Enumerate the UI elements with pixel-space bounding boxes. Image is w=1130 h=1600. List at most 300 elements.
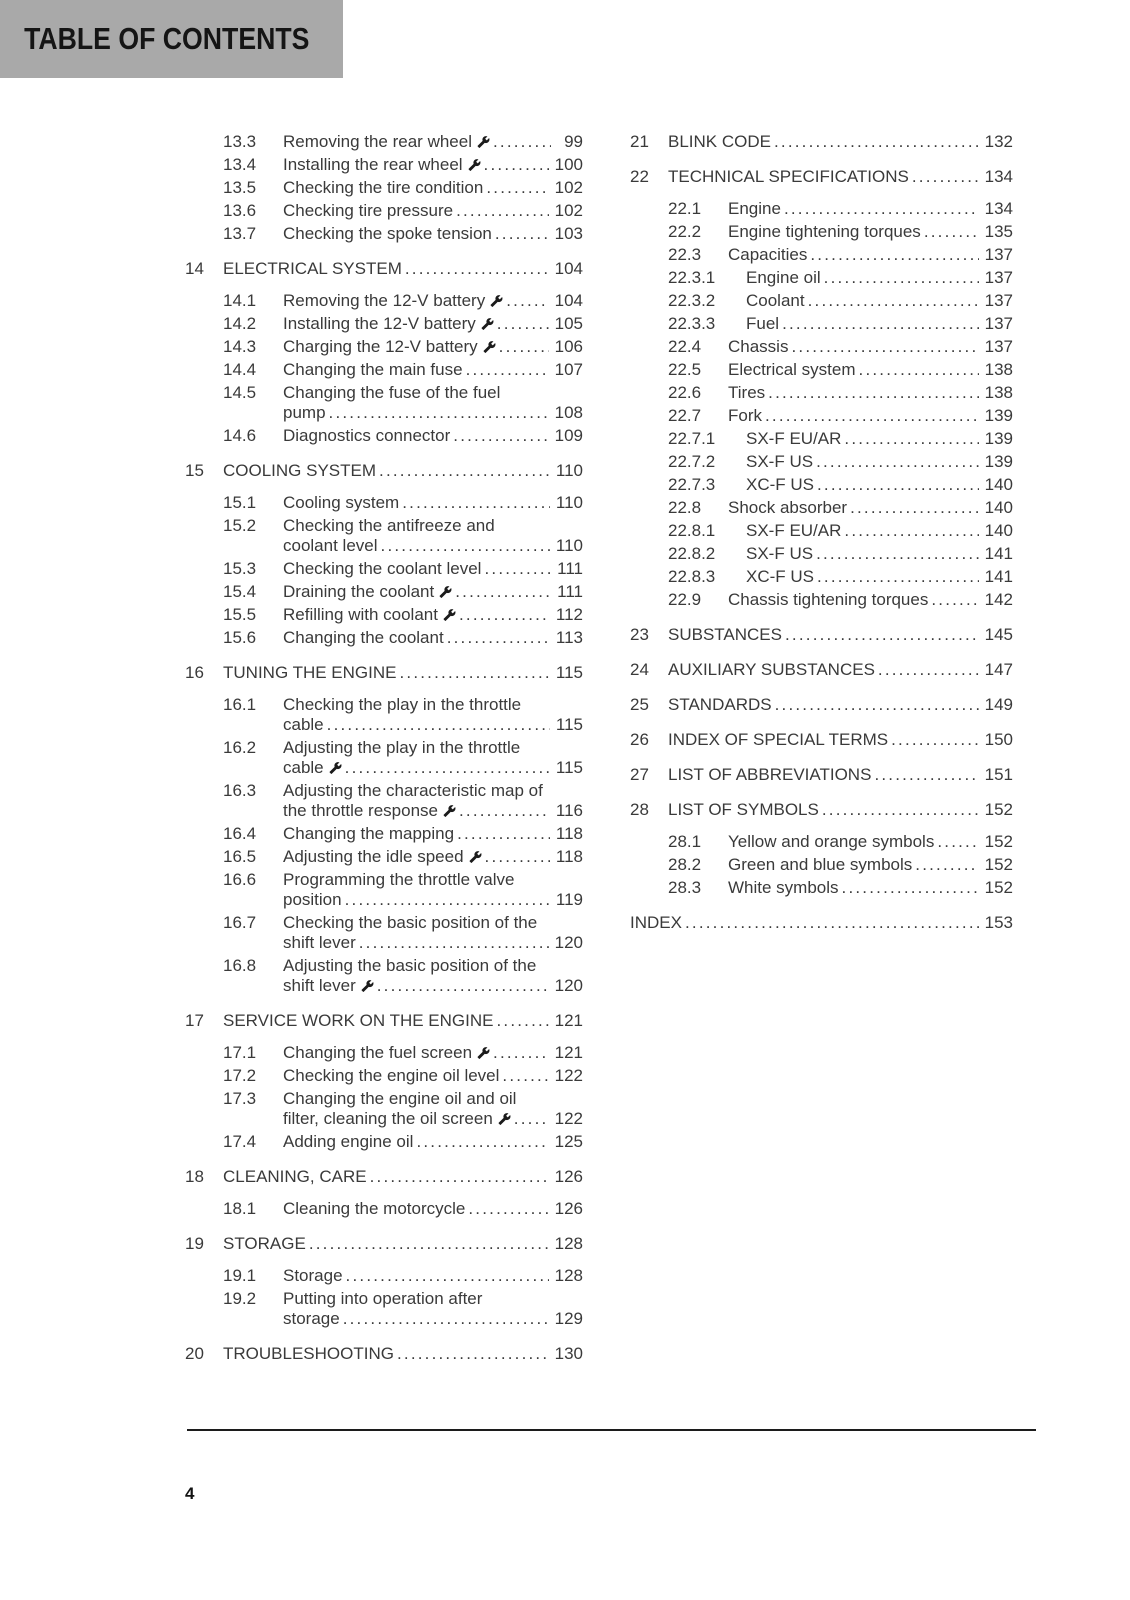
dot-leader bbox=[377, 976, 549, 996]
entry-page-number: 134 bbox=[984, 166, 1013, 186]
toc-chapter-row bbox=[185, 257, 583, 280]
entry-text: position bbox=[283, 889, 342, 909]
toc-entry-row bbox=[185, 222, 583, 245]
toc-chapter-row bbox=[185, 661, 583, 684]
toc-entry-row bbox=[185, 289, 583, 312]
entry-text: filter, cleaning the oil screen bbox=[283, 1108, 493, 1128]
entry-text: Chassis bbox=[728, 336, 789, 356]
entry-number: 22.9 bbox=[668, 589, 702, 609]
entry-text: Charging the 12-V battery bbox=[283, 336, 478, 356]
entry-page-number: 141 bbox=[984, 566, 1013, 586]
entry-page-number: 125 bbox=[554, 1131, 583, 1151]
entry-page-number: 103 bbox=[554, 223, 583, 243]
entry-last-line bbox=[746, 521, 1013, 541]
toc-entry-row bbox=[630, 220, 1013, 243]
entry-body bbox=[223, 259, 583, 279]
toc-chapter-row bbox=[630, 130, 1013, 153]
entry-page-number: 138 bbox=[984, 359, 1013, 379]
entry-text: Adjusting the characteristic map of bbox=[283, 780, 543, 800]
entry-text: STORAGE bbox=[223, 1233, 306, 1253]
entry-number: 18.1 bbox=[223, 1198, 257, 1218]
dot-leader bbox=[370, 1167, 549, 1187]
entry-last-line bbox=[283, 605, 583, 625]
toc-entry-row bbox=[185, 199, 583, 222]
entry-last-line bbox=[668, 765, 1013, 785]
entry-text: cable bbox=[283, 714, 324, 734]
entry-page-number: 147 bbox=[984, 659, 1013, 679]
entry-text: Storage bbox=[283, 1265, 343, 1285]
entry-text: XC-F US bbox=[746, 474, 814, 494]
wrench-icon bbox=[498, 1112, 511, 1125]
entry-number: 22.3 bbox=[668, 244, 702, 264]
entry-body bbox=[283, 738, 583, 778]
entry-last-line bbox=[283, 890, 583, 910]
entry-number: 14.5 bbox=[223, 382, 257, 402]
entry-number: 16.2 bbox=[223, 737, 257, 757]
entry-text: Checking the engine oil level bbox=[283, 1065, 500, 1085]
entry-text: Chassis tightening torques bbox=[728, 589, 929, 609]
entry-page-number: 102 bbox=[554, 177, 583, 197]
entry-last-line bbox=[728, 832, 1013, 852]
toc-entry-row bbox=[185, 954, 583, 997]
entry-number: 13.4 bbox=[223, 154, 257, 174]
entry-last-line bbox=[728, 498, 1013, 518]
entry-body bbox=[668, 730, 1013, 750]
entry-last-line bbox=[283, 1199, 583, 1219]
entry-number: 16.1 bbox=[223, 694, 257, 714]
entry-page-number: 137 bbox=[984, 336, 1013, 356]
entry-number: 22.5 bbox=[668, 359, 702, 379]
entry-page-number: 137 bbox=[984, 267, 1013, 287]
entry-last-line bbox=[283, 582, 583, 602]
entry-text: Draining the coolant bbox=[283, 581, 435, 601]
entry-last-line bbox=[283, 360, 583, 380]
entry-last-line bbox=[746, 567, 1013, 587]
entry-body bbox=[728, 360, 1013, 380]
toc-entry-row bbox=[185, 1064, 583, 1087]
toc-entry-row bbox=[630, 197, 1013, 220]
toc-entry-row bbox=[185, 358, 583, 381]
entry-body bbox=[283, 1199, 583, 1219]
toc-entry-row bbox=[185, 603, 583, 626]
entry-text: COOLING SYSTEM bbox=[223, 460, 377, 480]
entry-number: 13.6 bbox=[223, 200, 257, 220]
entry-text: Coolant bbox=[746, 290, 805, 310]
entry-last-line bbox=[283, 178, 583, 198]
entry-last-line bbox=[283, 493, 583, 513]
entry-last-line bbox=[746, 291, 1013, 311]
entry-last-line bbox=[283, 1109, 583, 1129]
entry-text: XC-F US bbox=[746, 566, 814, 586]
entry-last-line bbox=[746, 429, 1013, 449]
dot-leader bbox=[484, 559, 551, 579]
entry-number: 22.3.1 bbox=[668, 267, 716, 287]
dot-leader bbox=[765, 406, 979, 426]
page-header bbox=[0, 0, 343, 78]
entry-number: 22.7.2 bbox=[668, 451, 716, 471]
entry-text: shift lever bbox=[283, 975, 356, 995]
toc-entry-row bbox=[185, 1264, 583, 1287]
entry-last-line bbox=[728, 878, 1013, 898]
toc-entry-row bbox=[185, 779, 583, 822]
entry-text: STANDARDS bbox=[668, 694, 772, 714]
entry-text: Engine oil bbox=[746, 267, 821, 287]
entry-page-number: 102 bbox=[554, 200, 583, 220]
entry-text: Adjusting the idle speed bbox=[283, 846, 464, 866]
dot-leader bbox=[493, 1043, 549, 1063]
toc-chapter-row bbox=[630, 763, 1013, 786]
entry-body bbox=[728, 878, 1013, 898]
entry-last-line bbox=[283, 559, 583, 579]
entry-last-line bbox=[223, 461, 583, 481]
entry-number: 22.4 bbox=[668, 336, 702, 356]
entry-last-line bbox=[223, 1234, 583, 1254]
entry-body bbox=[746, 314, 1013, 334]
entry-page-number: 111 bbox=[557, 581, 583, 601]
entry-last-line bbox=[283, 758, 583, 778]
entry-number: 15.2 bbox=[223, 515, 257, 535]
dot-leader bbox=[514, 1109, 549, 1129]
entry-text: Yellow and orange symbols bbox=[728, 831, 935, 851]
toc-entry-row bbox=[185, 130, 583, 153]
dot-leader bbox=[502, 1066, 548, 1086]
toc-entry-row bbox=[630, 404, 1013, 427]
entry-body bbox=[223, 1234, 583, 1254]
entry-text: SX-F EU/AR bbox=[746, 520, 842, 540]
entry-page-number: 112 bbox=[555, 604, 583, 624]
entry-page-number: 137 bbox=[984, 313, 1013, 333]
entry-text: BLINK CODE bbox=[668, 131, 771, 151]
toc-entry-row bbox=[630, 876, 1013, 899]
toc-entry-row bbox=[185, 1087, 583, 1130]
entry-page-number: 110 bbox=[555, 535, 583, 555]
entry-last-line bbox=[746, 475, 1013, 495]
toc-entry-row bbox=[185, 335, 583, 358]
dot-leader bbox=[810, 245, 978, 265]
entry-page-number: 126 bbox=[554, 1166, 583, 1186]
entry-body bbox=[283, 178, 583, 198]
entry-number: 16 bbox=[185, 662, 204, 682]
dot-leader bbox=[768, 383, 978, 403]
dot-leader bbox=[345, 758, 550, 778]
entry-last-line bbox=[283, 1132, 583, 1152]
entry-text: SX-F US bbox=[746, 543, 814, 563]
entry-last-line bbox=[223, 1011, 583, 1031]
toc-chapter-row bbox=[185, 1342, 583, 1365]
wrench-icon bbox=[468, 158, 481, 171]
entry-text: TECHNICAL SPECIFICATIONS bbox=[668, 166, 909, 186]
entry-page-number: 104 bbox=[554, 258, 583, 278]
entry-number: 28.1 bbox=[668, 831, 702, 851]
dot-leader bbox=[309, 1234, 549, 1254]
entry-text: Shock absorber bbox=[728, 497, 848, 517]
entry-page-number: 126 bbox=[554, 1198, 583, 1218]
toc-entry-row bbox=[185, 868, 583, 911]
entry-page-number: 121 bbox=[554, 1042, 583, 1062]
entry-number: 17.4 bbox=[223, 1131, 257, 1151]
entry-body bbox=[728, 590, 1013, 610]
entry-page-number: 118 bbox=[555, 846, 583, 866]
entry-page-number: 122 bbox=[554, 1065, 583, 1085]
dot-leader bbox=[402, 493, 550, 513]
dot-leader bbox=[859, 360, 979, 380]
dot-leader bbox=[816, 452, 979, 472]
entry-last-line bbox=[630, 913, 1013, 933]
entry-body bbox=[668, 132, 1013, 152]
entry-last-line bbox=[283, 201, 583, 221]
entry-number: 22 bbox=[630, 166, 649, 186]
dot-leader bbox=[346, 1266, 549, 1286]
toc-chapter-row bbox=[630, 728, 1013, 751]
entry-text: Changing the fuse of the fuel bbox=[283, 382, 501, 402]
dot-leader bbox=[495, 224, 549, 244]
dot-leader bbox=[453, 426, 548, 446]
entry-text: SUBSTANCES bbox=[668, 624, 782, 644]
entry-number: 14.1 bbox=[223, 290, 257, 310]
entry-text: Green and blue symbols bbox=[728, 854, 913, 874]
entry-text: SX-F US bbox=[746, 451, 814, 471]
toc-entry-row bbox=[630, 243, 1013, 266]
entry-page-number: 128 bbox=[554, 1265, 583, 1285]
entry-number: 15.1 bbox=[223, 492, 257, 512]
toc-entry-row bbox=[185, 312, 583, 335]
entry-body bbox=[283, 426, 583, 446]
entry-body bbox=[283, 516, 583, 556]
entry-last-line bbox=[283, 715, 583, 735]
wrench-icon bbox=[481, 317, 494, 330]
entry-page-number: 119 bbox=[555, 889, 583, 909]
entry-text: Checking the basic position of the bbox=[283, 912, 538, 932]
entry-text: Installing the 12-V battery bbox=[283, 313, 476, 333]
entry-text: Installing the rear wheel bbox=[283, 154, 463, 174]
dot-leader bbox=[466, 360, 549, 380]
entry-body bbox=[728, 222, 1013, 242]
toc-chapter-row bbox=[185, 459, 583, 482]
toc-entry-row bbox=[185, 822, 583, 845]
dot-leader bbox=[399, 663, 549, 683]
entry-page-number: 151 bbox=[984, 764, 1013, 784]
entry-last-line bbox=[668, 132, 1013, 152]
dot-leader bbox=[456, 201, 549, 221]
entry-last-line bbox=[728, 199, 1013, 219]
entry-body bbox=[223, 1011, 583, 1031]
entry-number: 22.8.1 bbox=[668, 520, 716, 540]
entry-text: INDEX OF SPECIAL TERMS bbox=[668, 729, 889, 749]
entry-number: 15.6 bbox=[223, 627, 257, 647]
entry-page-number: 135 bbox=[984, 221, 1013, 241]
dot-leader bbox=[912, 167, 979, 187]
entry-body bbox=[283, 493, 583, 513]
entry-text: White symbols bbox=[728, 877, 839, 897]
toc-entry-row bbox=[630, 519, 1013, 542]
entry-number: 15.3 bbox=[223, 558, 257, 578]
entry-body bbox=[283, 781, 583, 821]
entry-page-number: 115 bbox=[555, 757, 583, 777]
entry-last-line bbox=[728, 383, 1013, 403]
entry-body bbox=[283, 360, 583, 380]
entry-text: Checking the coolant level bbox=[283, 558, 482, 578]
entry-page-number: 111 bbox=[557, 558, 583, 578]
entry-text: coolant level bbox=[283, 535, 378, 555]
entry-number: 17.2 bbox=[223, 1065, 257, 1085]
toc-entry-row bbox=[630, 496, 1013, 519]
entry-page-number: 137 bbox=[984, 290, 1013, 310]
entry-text: Engine bbox=[728, 198, 781, 218]
entry-text: INDEX bbox=[630, 912, 682, 932]
dot-leader bbox=[359, 933, 549, 953]
entry-number: 19.2 bbox=[223, 1288, 257, 1308]
entry-text: Changing the fuel screen bbox=[283, 1042, 473, 1062]
dot-leader bbox=[493, 132, 551, 152]
toc-entry-row bbox=[185, 424, 583, 447]
entry-text: TUNING THE ENGINE bbox=[223, 662, 397, 682]
toc-entry-row bbox=[630, 542, 1013, 565]
toc-entry-row bbox=[630, 381, 1013, 404]
entry-number: 14.2 bbox=[223, 313, 257, 333]
dot-leader bbox=[924, 222, 979, 242]
entry-number: 23 bbox=[630, 624, 649, 644]
dot-leader bbox=[891, 730, 979, 750]
toc-entry-row bbox=[630, 335, 1013, 358]
toc-entry-row bbox=[630, 289, 1013, 312]
entry-last-line bbox=[728, 337, 1013, 357]
entry-text: Capacities bbox=[728, 244, 808, 264]
entry-last-line bbox=[668, 660, 1013, 680]
toc-entry-row bbox=[630, 473, 1013, 496]
entry-body bbox=[746, 291, 1013, 311]
entry-body bbox=[746, 544, 1013, 564]
dot-leader bbox=[345, 890, 550, 910]
entry-text: Cleaning the motorcycle bbox=[283, 1198, 466, 1218]
toc-index-row bbox=[630, 911, 1013, 934]
entry-page-number: 140 bbox=[984, 520, 1013, 540]
dot-leader bbox=[822, 800, 979, 820]
entry-page-number: 109 bbox=[554, 425, 583, 445]
entry-number: 25 bbox=[630, 694, 649, 714]
entry-text: SERVICE WORK ON THE ENGINE bbox=[223, 1010, 494, 1030]
entry-text: LIST OF ABBREVIATIONS bbox=[668, 764, 872, 784]
toc-entry-row bbox=[185, 557, 583, 580]
entry-page-number: 113 bbox=[555, 627, 583, 647]
entry-text: Adding engine oil bbox=[283, 1131, 414, 1151]
entry-body bbox=[728, 498, 1013, 518]
entry-number: 22.7.3 bbox=[668, 474, 716, 494]
entry-body bbox=[630, 913, 1013, 933]
entry-body bbox=[283, 155, 583, 175]
wrench-icon bbox=[490, 294, 503, 307]
dot-leader bbox=[486, 178, 548, 198]
entry-text: the throttle response bbox=[283, 800, 438, 820]
wrench-icon bbox=[361, 979, 374, 992]
entry-page-number: 110 bbox=[555, 460, 583, 480]
dot-leader bbox=[397, 1344, 549, 1364]
entry-body bbox=[283, 383, 583, 423]
entry-page-number: 152 bbox=[984, 854, 1013, 874]
entry-page-number: 152 bbox=[984, 799, 1013, 819]
entry-text: Changing the mapping bbox=[283, 823, 455, 843]
dot-leader bbox=[915, 855, 978, 875]
entry-body bbox=[728, 337, 1013, 357]
entry-number: 28.2 bbox=[668, 854, 702, 874]
entry-last-line bbox=[283, 155, 583, 175]
dot-leader bbox=[817, 567, 979, 587]
entry-last-line bbox=[728, 222, 1013, 242]
entry-body bbox=[746, 429, 1013, 449]
dot-leader bbox=[485, 847, 550, 867]
entry-text: Changing the coolant bbox=[283, 627, 444, 647]
dot-leader bbox=[405, 259, 549, 279]
entry-body bbox=[746, 567, 1013, 587]
entry-body bbox=[283, 1043, 583, 1063]
entry-last-line bbox=[283, 291, 583, 311]
entry-page-number: 108 bbox=[554, 402, 583, 422]
toc-chapter-row bbox=[630, 623, 1013, 646]
entry-body bbox=[283, 628, 583, 648]
dot-leader bbox=[824, 268, 979, 288]
entry-last-line bbox=[728, 245, 1013, 265]
entry-page-number: 149 bbox=[984, 694, 1013, 714]
dot-leader bbox=[468, 1199, 548, 1219]
dot-leader bbox=[685, 913, 979, 933]
entry-page-number: 121 bbox=[554, 1010, 583, 1030]
entry-last-line bbox=[283, 1309, 583, 1329]
toc-entry-row bbox=[630, 853, 1013, 876]
dot-leader bbox=[457, 824, 550, 844]
dot-leader bbox=[878, 660, 979, 680]
entry-body bbox=[283, 314, 583, 334]
dot-leader bbox=[784, 199, 979, 219]
entry-page-number: 106 bbox=[554, 336, 583, 356]
entry-body bbox=[283, 132, 583, 152]
dot-leader bbox=[782, 314, 979, 334]
entry-last-line bbox=[283, 314, 583, 334]
entry-number: 27 bbox=[630, 764, 649, 784]
entry-text: AUXILIARY SUBSTANCES bbox=[668, 659, 875, 679]
entry-page-number: 139 bbox=[984, 428, 1013, 448]
toc-entry-row bbox=[185, 1041, 583, 1064]
wrench-icon bbox=[443, 804, 456, 817]
toc-entry-row bbox=[185, 1197, 583, 1220]
dot-leader bbox=[817, 475, 979, 495]
entry-number: 16.4 bbox=[223, 823, 257, 843]
entry-last-line bbox=[223, 259, 583, 279]
entry-last-line bbox=[283, 628, 583, 648]
toc-entry-row bbox=[185, 176, 583, 199]
wrench-icon bbox=[443, 608, 456, 621]
dot-leader bbox=[842, 878, 979, 898]
dot-leader bbox=[844, 521, 978, 541]
entry-page-number: 137 bbox=[984, 244, 1013, 264]
wrench-icon bbox=[477, 1046, 490, 1059]
toc-entry-row bbox=[185, 845, 583, 868]
entry-number: 22.8.2 bbox=[668, 543, 716, 563]
entry-number: 14.6 bbox=[223, 425, 257, 445]
entry-number: 13.7 bbox=[223, 223, 257, 243]
wrench-icon bbox=[329, 761, 342, 774]
entry-body bbox=[283, 913, 583, 953]
entry-body bbox=[283, 1089, 583, 1129]
entry-page-number: 128 bbox=[554, 1233, 583, 1253]
dot-leader bbox=[499, 337, 549, 357]
entry-page-number: 116 bbox=[555, 800, 583, 820]
entry-body bbox=[728, 832, 1013, 852]
wrench-icon bbox=[439, 585, 452, 598]
entry-number: 22.3.2 bbox=[668, 290, 716, 310]
entry-page-number: 140 bbox=[984, 497, 1013, 517]
entry-body bbox=[746, 475, 1013, 495]
entry-last-line bbox=[283, 976, 583, 996]
entry-number: 15 bbox=[185, 460, 204, 480]
